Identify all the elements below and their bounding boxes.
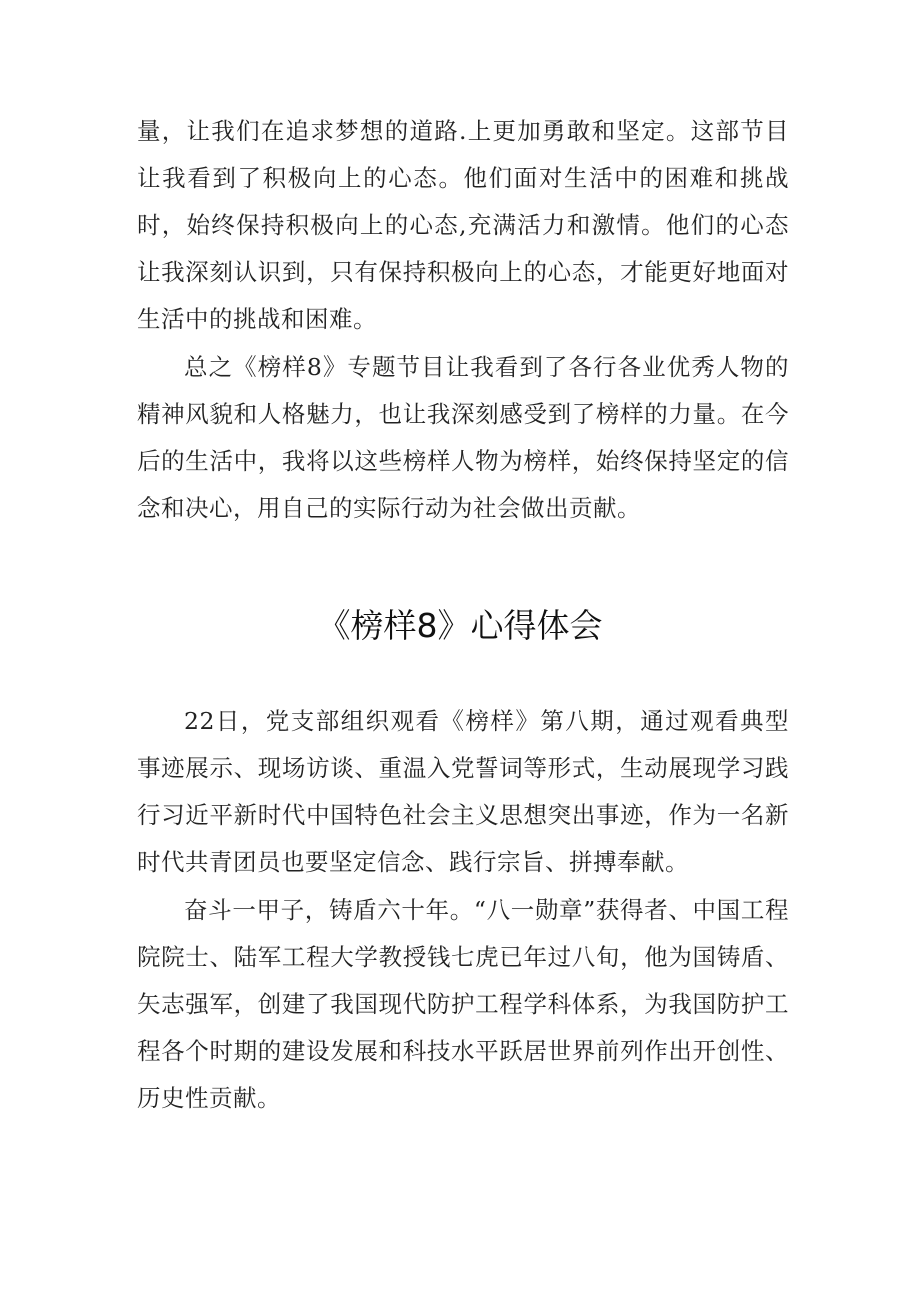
paragraph-continued: 量，让我们在追求梦想的道路.上更加勇敢和坚定。这部节目让我看到了积极向上的心态。他们面对生活中的困难和挑战时，始终保持积极向上的心态,充满活力和激情。他们的心态让我深刻认识到，只有保持积极向上的心态，才能更好地面对生活中的挑战和困难。 (137, 117, 789, 333)
paragraph-conclusion: 总之《榜样8》专题节目让我看到了各行各业优秀人物的精神风貌和人格魅力，也让我深刻感受到了榜样的力量。在今后的生活中，我将以这些榜样人物为榜样，始终保持坚定的信念和决心，用自己的实际行动为社会做出贡献。 (137, 353, 789, 522)
section-title: 《榜样8》心得体会 (317, 606, 603, 645)
paragraph-example: 奋斗一甲子，铸盾六十年。“八一勋章”获得者、中国工程院院士、陆军工程大学教授钱七虎已年过八旬，他为国铸盾、矢志强军，创建了我国现代防护工程学科体系，为我国防护工程各个时期的建设发展和科技水平跃居世界前列作出开创性、历史性贡献。 (137, 896, 789, 1112)
paragraph-intro: 22日，党支部组织观看《榜样》第八期，通过观看典型事迹展示、现场访谈、重温入党誓词等形式，生动展现学习践行习近平新时代中国特色社会主义思想突出事迹，作为一名新时代共青团员也要坚定信念、践行宗旨、拼搏奉献。 (137, 707, 789, 876)
